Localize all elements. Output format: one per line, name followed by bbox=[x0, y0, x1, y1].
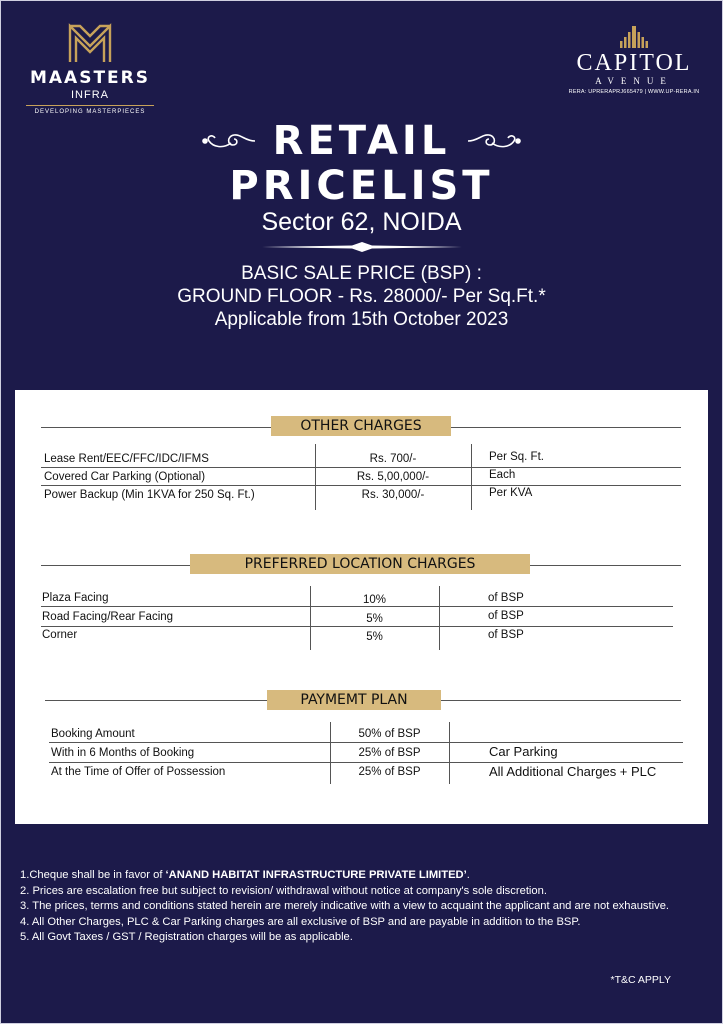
table-cell: At the Time of Offer of Possession bbox=[51, 766, 226, 778]
left-ornament-icon bbox=[201, 131, 257, 151]
other-vline-2 bbox=[471, 444, 472, 510]
payment-row-rule-1 bbox=[49, 742, 683, 743]
payment-row-rule-2 bbox=[49, 762, 683, 763]
table-cell: of BSP bbox=[488, 610, 524, 622]
building-skyline-icon bbox=[619, 24, 649, 48]
rera-text: RERA: UPRERAPRJ665479 | WWW.UP-RERA.IN bbox=[568, 89, 700, 95]
note-3: 3. The prices, terms and conditions stated herein are merely indicative with a view to acquaint the applicant and are not exhaustive. bbox=[20, 900, 670, 912]
table-cell: Per Sq. Ft. bbox=[489, 451, 544, 463]
bsp-line1: BASIC SALE PRICE (BSP) : bbox=[241, 263, 482, 284]
title-line1: RETAIL bbox=[272, 118, 451, 164]
diamond-divider-icon bbox=[262, 242, 462, 252]
table-cell: 25% of BSP bbox=[358, 747, 421, 759]
table-cell: 10% bbox=[362, 594, 387, 606]
payment-vline-2 bbox=[449, 722, 450, 784]
table-cell: Plaza Facing bbox=[42, 592, 109, 604]
terms-notes bbox=[20, 869, 700, 947]
table-cell: 5% bbox=[366, 613, 383, 625]
brand-sub: INFRA bbox=[71, 89, 109, 101]
table-cell: With in 6 Months of Booking bbox=[51, 747, 195, 759]
other-row-rule-2 bbox=[41, 485, 681, 486]
table-cell: 50% of BSP bbox=[358, 728, 421, 740]
table-cell: Rs. 5,00,000/- bbox=[356, 471, 430, 483]
charges-panel bbox=[15, 390, 708, 824]
title-line2: PRICELIST bbox=[229, 163, 494, 209]
title-block bbox=[0, 118, 723, 252]
brand-name: MAASTERS bbox=[29, 68, 151, 88]
bsp-block bbox=[0, 262, 723, 331]
plc-heading: PREFERRED LOCATION CHARGES bbox=[190, 554, 530, 574]
payment-heading: PAYMEMT PLAN bbox=[267, 690, 441, 710]
table-cell: All Additional Charges + PLC bbox=[489, 764, 657, 779]
note-4: 4. All Other Charges, PLC & Car Parking charges are all exclusive of BSP and are payable in addition to the BSP. bbox=[20, 915, 581, 928]
table-cell: Lease Rent/EEC/FFC/IDC/IFMS bbox=[44, 453, 209, 465]
note-1-company: ‘ANAND HABITAT INFRASTRUCTURE PRIVATE LIMITED’ bbox=[165, 869, 467, 881]
tnc-text: *T&C APPLY bbox=[610, 974, 671, 986]
table-cell: Each bbox=[489, 469, 516, 481]
table-cell: Car Parking bbox=[489, 744, 558, 759]
table-cell: Rs. 30,000/- bbox=[361, 489, 425, 501]
other-charges-heading: OTHER CHARGES bbox=[271, 416, 451, 436]
table-cell: of BSP bbox=[488, 592, 524, 604]
monogram-m-icon bbox=[66, 22, 114, 64]
plc-vline-2 bbox=[439, 586, 440, 650]
table-cell: Corner bbox=[42, 629, 78, 641]
table-cell: Rs. 700/- bbox=[369, 453, 417, 465]
capitol-sub: AVENUE bbox=[595, 76, 673, 86]
brand-tagline: DEVELOPING MASTERPIECES bbox=[34, 109, 146, 115]
note-1 bbox=[20, 869, 700, 882]
note-5: 5. All Govt Taxes / GST / Registration charges will be as applicable. bbox=[20, 931, 353, 943]
table-cell: Power Backup (Min 1KVA for 250 Sq. Ft.) bbox=[44, 489, 255, 501]
table-cell: Covered Car Parking (Optional) bbox=[44, 471, 206, 483]
note-1-prefix: 1.Cheque shall be in favor of bbox=[20, 869, 166, 881]
right-ornament-icon bbox=[466, 131, 522, 151]
other-row-rule-1 bbox=[41, 467, 681, 468]
note-2: 2. Prices are escalation free but subject to revision/ withdrawal without notice at company's sole discretion. bbox=[20, 884, 547, 897]
maasters-logo bbox=[20, 22, 160, 115]
table-cell: Road Facing/Rear Facing bbox=[42, 611, 174, 623]
table-cell: Booking Amount bbox=[51, 728, 135, 740]
table-cell: of BSP bbox=[488, 629, 524, 641]
note-1-suffix: . bbox=[466, 869, 470, 881]
table-cell: Per KVA bbox=[489, 487, 533, 499]
table-cell: 5% bbox=[366, 631, 383, 643]
bsp-line3: Applicable from 15th October 2023 bbox=[214, 309, 509, 330]
capitol-logo bbox=[559, 24, 709, 95]
brand-divider bbox=[26, 105, 154, 106]
table-cell: 25% of BSP bbox=[358, 766, 421, 778]
location-text: Sector 62, NOIDA bbox=[261, 208, 462, 236]
bsp-line2: GROUND FLOOR - Rs. 28000/- Per Sq.Ft.* bbox=[177, 286, 546, 307]
capitol-name: CAPITOL bbox=[576, 50, 692, 76]
plc-row-rule-2 bbox=[41, 626, 673, 627]
